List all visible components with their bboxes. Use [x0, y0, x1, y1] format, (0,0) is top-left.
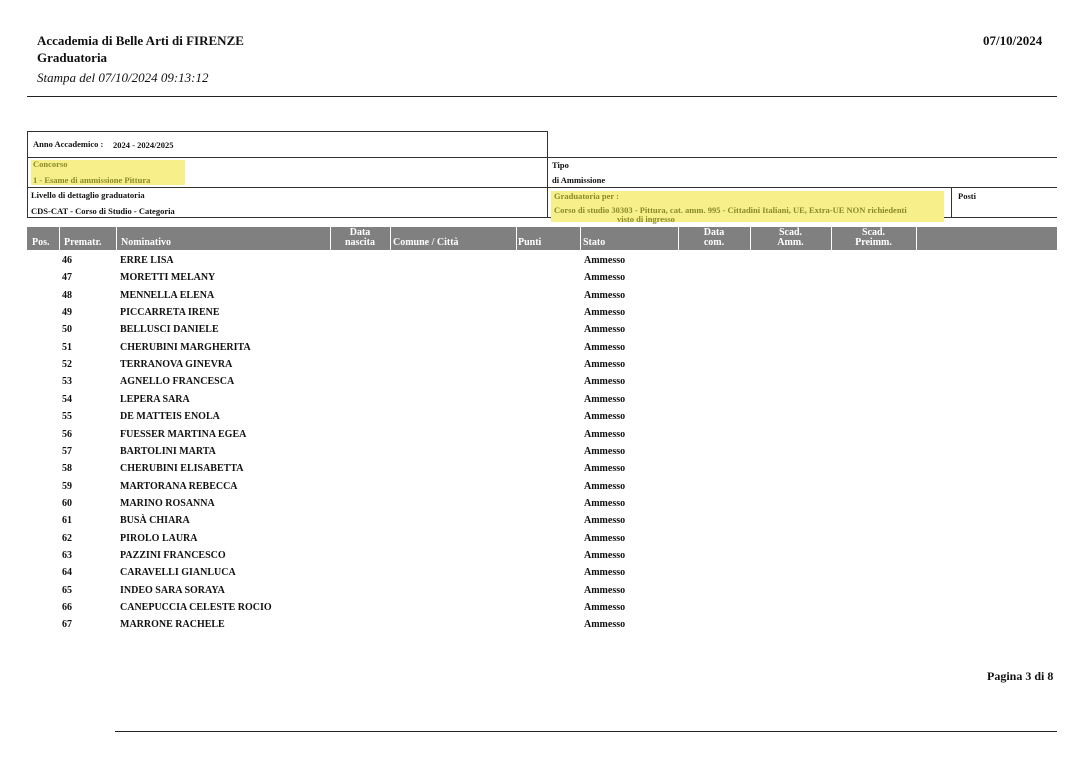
row-nominativo: ERRE LISA [120, 255, 174, 266]
tipo-label: Tipo [552, 160, 569, 170]
row-stato: Ammesso [584, 393, 626, 405]
row-nominativo: MORETTI MELANY [120, 272, 216, 284]
row-pos: 55 [62, 411, 72, 423]
col-data-com-line1: Data [703, 227, 725, 238]
row-stato: Ammesso [584, 341, 626, 353]
col-scad-preimm [831, 228, 916, 248]
col-prematr: Prematr. [64, 237, 102, 248]
row-pos: 46 [62, 255, 72, 266]
row-nominativo: AGNELLO FRANCESCA [120, 376, 235, 388]
row-stato: Ammesso [584, 463, 626, 475]
row-pos: 53 [62, 376, 72, 388]
row-nominativo: PAZZINI FRANCESCO [120, 549, 226, 561]
table-header [27, 227, 1057, 250]
livello-label: Livello di dettaglio graduatoria [31, 190, 145, 200]
row-pos: 56 [62, 428, 72, 440]
table-row [27, 498, 1057, 515]
row-stato: Ammesso [584, 255, 626, 266]
table-row [27, 290, 1057, 307]
row-pos: 48 [62, 289, 72, 301]
row-stato: Ammesso [584, 480, 626, 492]
print-timestamp: Stampa del 07/10/2024 09:13:12 [37, 70, 209, 85]
row-nominativo: CARAVELLI GIANLUCA [120, 567, 236, 579]
tipo-value: di Ammissione [552, 175, 606, 185]
col-data-com-line2: com. [703, 237, 725, 248]
concorso-label: Concorso [33, 159, 68, 169]
table-row [27, 533, 1057, 550]
institution-name: Accademia di Belle Arti di FIRENZE [37, 33, 244, 48]
table-row [27, 585, 1057, 602]
col-scad-preimm-line1: Scad. [861, 227, 886, 238]
col-nominativo: Nominativo [121, 237, 171, 248]
row-pos: 59 [62, 480, 72, 492]
col-data-com [678, 228, 750, 248]
row-stato: Ammesso [584, 445, 626, 457]
row-pos: 60 [62, 497, 72, 509]
row-nominativo: TERRANOVA GINEVRA [120, 359, 233, 371]
row-nominativo: CANEPUCCIA CELESTE ROCIO [120, 602, 272, 613]
document-title: Graduatoria [37, 50, 108, 65]
row-nominativo: MARINO ROSANNA [120, 497, 215, 509]
col-pos: Pos. [32, 237, 50, 248]
row-pos: 61 [62, 515, 72, 527]
row-nominativo: FUESSER MARTINA EGEA [120, 428, 247, 440]
graduatoria-value: Corso di studio 30303 - Pittura, cat. amm. 995 - Cittadini Italiani, UE, Extra-UE NON richiedenti [554, 205, 907, 215]
row-pos: 52 [62, 359, 72, 371]
header-divider [27, 96, 1057, 97]
col-separator [59, 227, 60, 250]
row-nominativo: MARTORANA REBECCA [120, 480, 238, 492]
row-nominativo: BUSÀ CHIARA [120, 515, 190, 527]
row-pos: 47 [62, 272, 72, 284]
row-nominativo: INDEO SARA SORAYA [120, 584, 225, 596]
row-stato: Ammesso [584, 359, 626, 371]
row-stato: Ammesso [584, 272, 626, 284]
table-row [27, 446, 1057, 463]
row-stato: Ammesso [584, 411, 626, 423]
concorso-value: 1 - Esame di ammissione Pittura [33, 175, 151, 185]
posti-label: Posti [958, 191, 976, 201]
table-row [27, 359, 1057, 376]
row-pos: 50 [62, 324, 72, 336]
graduatoria-value-2: visto di ingresso [617, 214, 675, 224]
row-stato: Ammesso [584, 497, 626, 509]
page-indicator: Pagina 3 di 8 [987, 669, 1054, 683]
col-separator [390, 227, 391, 250]
table-row [27, 429, 1057, 446]
col-separator [116, 227, 117, 250]
row-nominativo: PICCARRETA IRENE [120, 307, 220, 319]
row-pos: 51 [62, 341, 72, 353]
table-row [27, 515, 1057, 532]
row-nominativo: PIROLO LAURA [120, 532, 198, 544]
row-stato: Ammesso [584, 324, 626, 336]
table-row [27, 255, 1057, 272]
row-pos: 67 [62, 619, 72, 631]
col-scad-amm-line1: Scad. [778, 227, 803, 238]
row-nominativo: LEPERA SARA [120, 393, 190, 405]
graduatoria-label: Graduatoria per : [554, 191, 620, 201]
row-pos: 63 [62, 549, 72, 561]
row-nominativo: MENNELLA ELENA [120, 289, 215, 301]
col-scad-amm [750, 228, 831, 248]
row-stato: Ammesso [584, 602, 626, 613]
row-nominativo: CHERUBINI MARGHERITA [120, 341, 251, 353]
row-pos: 58 [62, 463, 72, 475]
col-data-nascita-line1: Data [349, 227, 371, 238]
col-separator [580, 227, 581, 250]
row-stato: Ammesso [584, 567, 626, 579]
row-nominativo: MARRONE RACHELE [120, 619, 225, 631]
table-row [27, 567, 1057, 584]
anno-label: Anno Accademico : [33, 139, 104, 149]
table-row [27, 602, 1057, 619]
row-stato: Ammesso [584, 515, 626, 527]
row-stato: Ammesso [584, 532, 626, 544]
table-row [27, 463, 1057, 480]
footer-divider [115, 731, 1057, 732]
row-stato: Ammesso [584, 549, 626, 561]
table-row [27, 376, 1057, 393]
row-stato: Ammesso [584, 307, 626, 319]
row-nominativo: BARTOLINI MARTA [120, 445, 216, 457]
row-stato: Ammesso [584, 428, 626, 440]
row-pos: 64 [62, 567, 72, 579]
col-stato: Stato [583, 237, 606, 248]
row-pos: 62 [62, 532, 72, 544]
col-separator [516, 227, 517, 250]
col-separator [916, 227, 917, 250]
anno-value: 2024 - 2024/2025 [113, 140, 174, 150]
anno-cell [27, 131, 548, 158]
col-data-nascita-line2: nascita [345, 237, 375, 248]
row-nominativo: DE MATTEIS ENOLA [120, 411, 220, 423]
row-pos: 57 [62, 445, 72, 457]
row-pos: 65 [62, 584, 72, 596]
row-nominativo: BELLUSCI DANIELE [120, 324, 219, 336]
row-pos: 66 [62, 602, 72, 613]
table-row [27, 324, 1057, 341]
table-row [27, 307, 1057, 324]
col-comune: Comune / Città [393, 237, 459, 248]
table-row [27, 619, 1057, 636]
table-row [27, 272, 1057, 289]
tipo-cell [547, 157, 1057, 188]
table-row [27, 550, 1057, 567]
row-nominativo: CHERUBINI ELISABETTA [120, 463, 244, 475]
row-stato: Ammesso [584, 619, 626, 631]
col-punti: Punti [518, 237, 542, 248]
livello-value: CDS-CAT - Corso di Studio - Categoria [31, 206, 175, 216]
row-pos: 54 [62, 393, 72, 405]
row-pos: 49 [62, 307, 72, 319]
col-scad-amm-line2: Amm. [777, 237, 804, 248]
table-row [27, 342, 1057, 359]
col-data-nascita [330, 228, 390, 248]
row-stato: Ammesso [584, 584, 626, 596]
header-date: 07/10/2024 [983, 33, 1043, 48]
table-row [27, 481, 1057, 498]
table-row [27, 411, 1057, 428]
row-stato: Ammesso [584, 289, 626, 301]
table-row [27, 394, 1057, 411]
row-stato: Ammesso [584, 376, 626, 388]
col-scad-preimm-line2: Preimm. [855, 237, 892, 248]
